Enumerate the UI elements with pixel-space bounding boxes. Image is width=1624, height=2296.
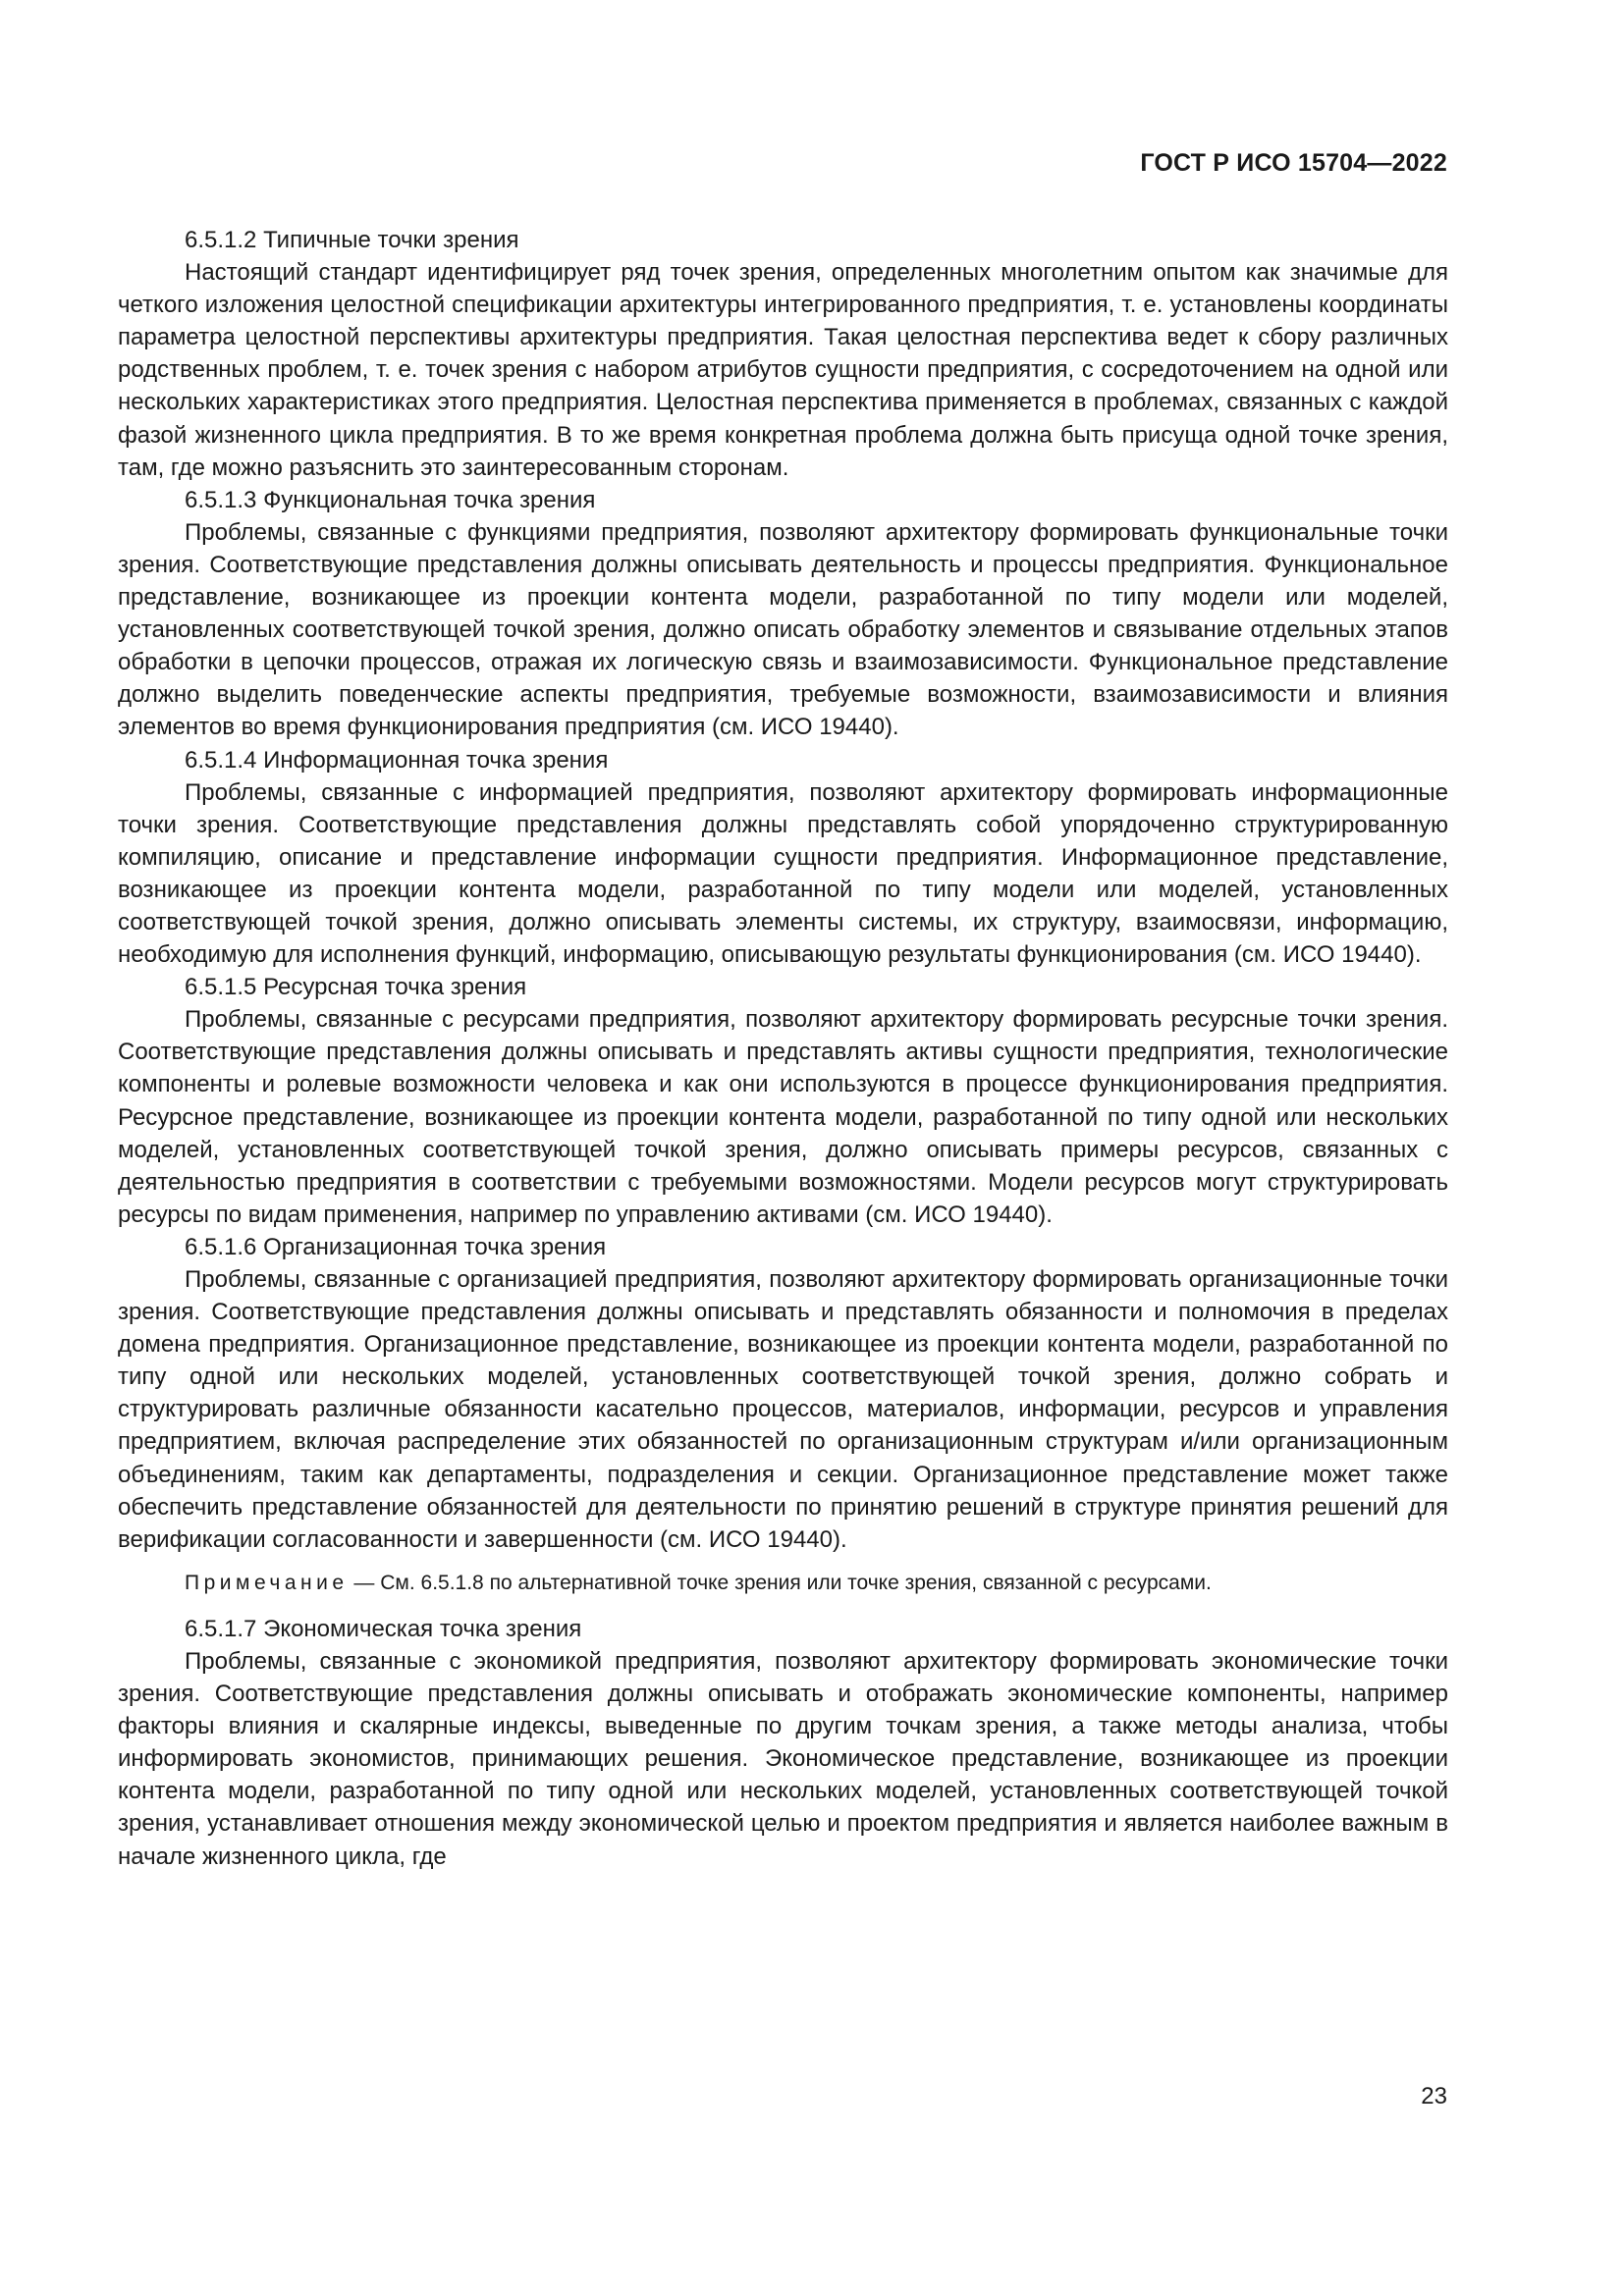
section-heading-6-5-1-6: 6.5.1.6 Организационная точка зрения <box>185 1233 607 1260</box>
section-heading-6-5-1-7: 6.5.1.7 Экономическая точка зрения <box>185 1615 582 1642</box>
standard-title: ГОСТ Р ИСО 15704—2022 <box>1140 149 1447 177</box>
section-body-6-5-1-6: Проблемы, связанные с организацией предприятия, позволяют архитектору формировать организационные точки зрения. Соответствующие представления должны описывать и представлять обязанности и полномочия в пределах домена предприятия. Организационное представление, возникающее из проекции контента модели, разработанной по типу одной или нескольких моделей, установленных соответствующей точкой зрения, должно собрать и структурировать различные обязанности касательно процессов, материалов, информации, ресурсов и управления предприятием, включая распределение этих обязанностей по организационным структурам и/или организационным объединениям, таким как департаменты, подразделения и секции. Организационное представление может также обеспечить представление обязанностей для деятельности по принятию решений в структуре принятия решений для верификации согласованности и завершенности (см. ИСО 19440). <box>118 1266 1448 1553</box>
section-heading-6-5-1-3: 6.5.1.3 Функциональная точка зрения <box>185 486 596 513</box>
section-heading-6-5-1-2: 6.5.1.2 Типичные точки зрения <box>185 227 519 253</box>
document-body <box>118 224 1448 1873</box>
note-text: — См. 6.5.1.8 по альтернативной точке зрения или точке зрения, связанной с ресурсами. <box>353 1571 1212 1594</box>
note <box>118 1570 1448 1597</box>
section-heading-6-5-1-4: 6.5.1.4 Информационная точка зрения <box>185 746 609 774</box>
section-body-6-5-1-2: Настоящий стандарт идентифицирует ряд точек зрения, определенных многолетним опытом как значимые для четкого изложения целостной спецификации архитектуры интегрированного предприятия, т. е. установлены координаты параметра целостной перспективы архитектуры предприятия. Такая целостная перспектива ведет к сбору различных родственных проблем, т. е. точек зрения с набором атрибутов сущности предприятия, с сосредоточением на одной или нескольких характеристиках этого предприятия. Целостная перспектива применяется в проблемах, связанных с каждой фазой жизненного цикла предприятия. В то же время конкретная проблема должна быть присуща одной точке зрения, там, где можно разъяснить это заинтересованным сторонам. <box>118 259 1448 481</box>
section-body-6-5-1-7: Проблемы, связанные с экономикой предприятия, позволяют архитектору формировать экономические точки зрения. Соответствующие представления должны описывать и отображать экономические компоненты, например факторы влияния и скалярные индексы, выведенные по другим точкам зрения, а также методы анализа, чтобы информировать экономистов, принимающих решения. Экономическое представление, возникающее из проекции контента модели, разработанной по типу одной или нескольких моделей, установленных соответствующей точкой зрения, устанавливает отношения между экономической целью и проектом предприятия и является наиболее важным в начале жизненного цикла, где <box>118 1647 1448 1870</box>
page-number: 23 <box>1421 2083 1447 2109</box>
section-body-6-5-1-3: Проблемы, связанные с функциями предприятия, позволяют архитектору формировать функциональные точки зрения. Соответствующие представления должны описывать деятельность и процессы предприятия. Функциональное представление, возникающее из проекции контента модели, разработанной по типу модели или моделей, установленных соответствующей точкой зрения, должно описать обработку элементов и связывание отдельных этапов обработки в цепочки процессов, отражая их логическую связь и взаимозависимости. Функциональное представление должно выделить поведенческие аспекты предприятия, требуемые возможности, взаимозависимости и влияния элементов во время функционирования предприятия (см. ИСО 19440). <box>118 518 1448 741</box>
section-body-6-5-1-5: Проблемы, связанные с ресурсами предприятия, позволяют архитектору формировать ресурсные точки зрения. Соответствующие представления должны описывать и представлять активы сущности предприятия, технологические компоненты и ролевые возможности человека и как они используются в процессе функционирования предприятия. Ресурсное представление, возникающее из проекции контента модели, разработанной по типу одной или нескольких моделей, установленных соответствующей точкой зрения, должно описывать примеры ресурсов, связанных с деятельностью предприятия в соответствии с требуемыми возможностями. Модели ресурсов могут структурировать ресурсы по видам применения, например по управлению активами (см. ИСО 19440). <box>118 1006 1448 1228</box>
section-body-6-5-1-4: Проблемы, связанные с информацией предприятия, позволяют архитектору формировать информационные точки зрения. Соответствующие представления должны представлять собой упорядоченно структурированную компиляцию, описание и представление информации сущности предприятия. Информационное представление, возникающее из проекции контента модели, разработанной по типу модели или моделей, установленных соответствующей точкой зрения, должно описывать элементы системы, их структуру, взаимосвязи, информацию, необходимую для исполнения функций, информацию, описывающую результаты функционирования (см. ИСО 19440). <box>118 778 1448 969</box>
section-heading-6-5-1-5: 6.5.1.5 Ресурсная точка зрения <box>185 974 527 1001</box>
note-label: Примечание <box>185 1571 349 1594</box>
